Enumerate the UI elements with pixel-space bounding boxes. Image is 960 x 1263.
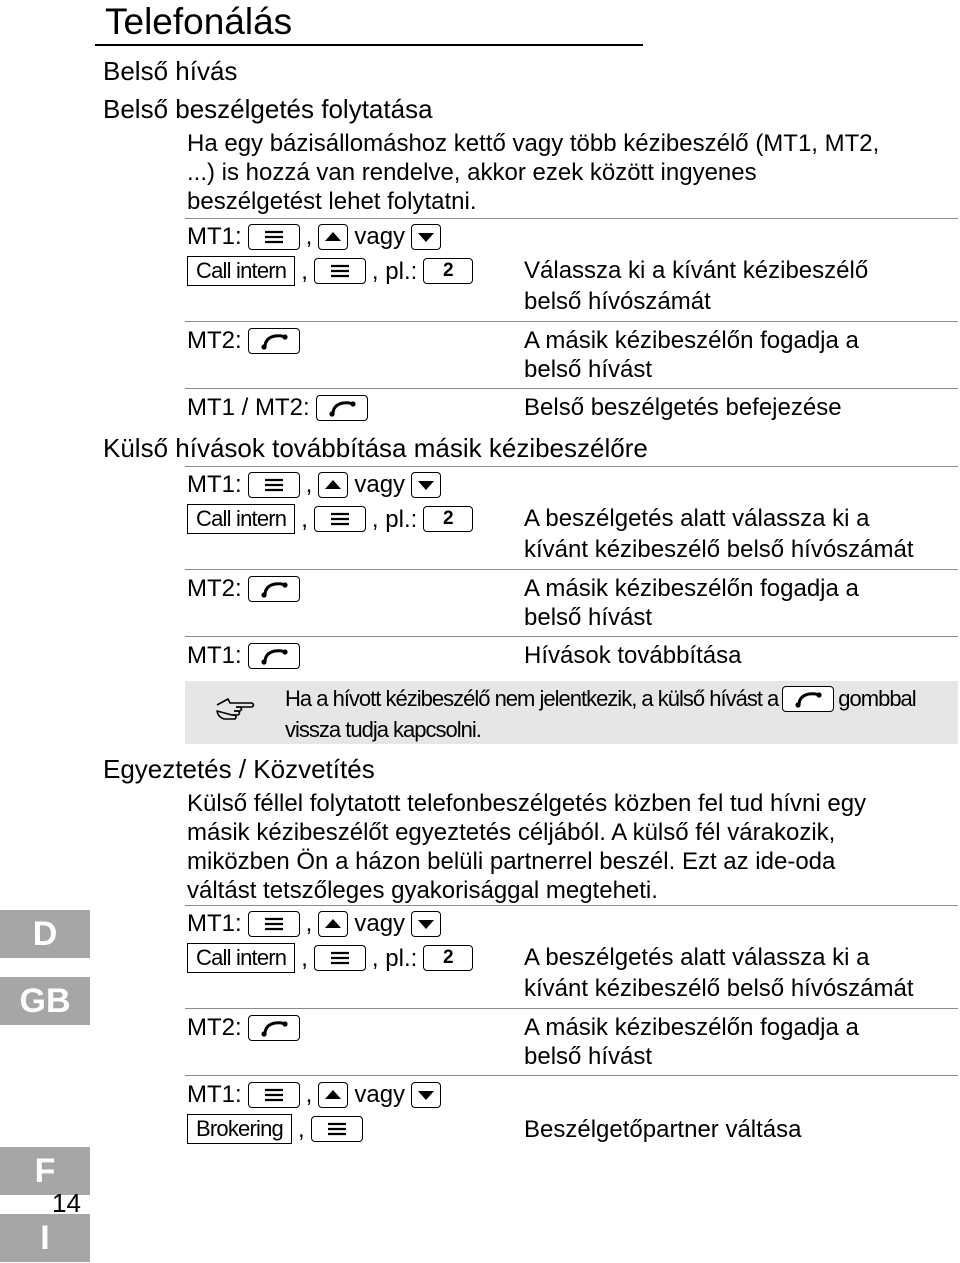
step-desc: kívánt kézibeszélő belső hívószámát [524,536,914,563]
digit-key: 2 [423,945,473,971]
softkey-call-intern: Call intern [187,256,295,286]
language-tab-i: I [0,1214,90,1262]
intro-line-2: ...) is hozzá van rendelve, akkor ezek között ingyenes [187,159,757,186]
menu-key-icon [314,945,366,971]
step-desc: Beszélgetőpartner váltása [524,1116,802,1143]
arrow-down-key-icon [411,224,441,250]
step-call-intern [187,943,473,973]
step-desc: A beszélgetés alatt válassza ki a [524,505,870,532]
arrow-down-key-icon [411,1082,441,1108]
step-mt1-select [187,470,441,499]
step-desc: belső hívást [524,356,653,383]
comma: , [297,1115,305,1143]
comma: , [305,471,313,498]
arrow-down-key-icon [411,472,441,498]
intro-line-3: beszélgetést lehet folytatni. [187,188,477,215]
step-desc: Válassza ki a kívánt kézibeszélő [524,257,869,284]
softkey-call-intern: Call intern [187,943,295,973]
step-prefix: MT1: [187,223,242,250]
arrow-up-key-icon [318,911,348,937]
step-mt2-answer [187,1013,300,1042]
divider [185,218,958,219]
step-transfer [187,641,300,670]
phone-key-icon [248,643,300,669]
step-desc: Hívások továbbítása [524,642,742,669]
comma: , [301,257,308,285]
menu-key-icon [248,911,300,937]
or-text: vagy [354,471,406,498]
step-prefix: MT1: [187,910,242,937]
divider [185,388,958,389]
comma: , [305,1081,313,1108]
intro-line-1: Ha egy bázisállomáshoz kettő vagy több kézibeszélő (MT1, MT2, [187,130,880,157]
divider [185,636,958,637]
step-prefix: MT1: [187,471,242,498]
pointing-hand-icon [214,695,258,725]
step-mt2-answer [187,574,300,603]
step-mt1-select [187,222,441,251]
step-desc: belső hívást [524,604,653,631]
eg-text: , pl.: [371,944,418,972]
eg-text: , pl.: [371,505,418,533]
phone-key-icon [782,686,834,712]
note-line-2: vissza tudja kapcsolni. [285,717,481,742]
divider [185,905,958,906]
digit-key: 2 [423,506,473,532]
step-prefix: MT1: [187,642,242,669]
intro-line-1: Külső féllel folytatott telefonbeszélgetés közben fel tud hívni egy [187,790,867,817]
note-line-1 [285,684,916,713]
comma: , [305,910,313,937]
note-text: Ha a hívott kézibeszélő nem jelentkezik, a külső hívást a [285,686,779,711]
section-heading-consultation: Egyeztetés / Közvetítés [103,754,375,784]
step-mt1-select [187,909,441,938]
title-underline [95,44,643,46]
comma: , [301,944,308,972]
step-call-intern [187,504,473,534]
subheading-internal-conversation: Belső beszélgetés folytatása [103,94,433,124]
step-call-intern [187,256,473,286]
arrow-up-key-icon [318,224,348,250]
arrow-up-key-icon [318,1082,348,1108]
step-prefix: MT2: [187,327,242,354]
intro-line-3: miközben Ön a házon belüli partnerrel beszél. Ezt az ide-oda [187,848,836,875]
divider [185,466,958,467]
step-desc: A másik kézibeszélőn fogadja a [524,575,859,602]
note-text: gombbal [838,686,916,711]
section-heading-transfer: Külső hívások továbbítása másik kézibeszélőre [103,433,648,463]
page-title: Telefonálás [105,1,293,42]
arrow-down-key-icon [411,911,441,937]
intro-line-4: váltást tetszőleges gyakorisággal megteheti. [187,877,658,904]
step-mt2-answer [187,326,300,355]
phone-key-icon [316,395,368,421]
step-prefix: MT2: [187,575,242,602]
or-text: vagy [354,910,406,937]
menu-key-icon [248,472,300,498]
menu-key-icon [248,1082,300,1108]
menu-key-icon [314,258,366,284]
step-end-call [187,393,368,422]
step-mt1-select-again [187,1080,441,1109]
intro-line-2: másik kézibeszélőt egyeztetés céljából. A külső fél várakozik, [187,819,836,846]
language-tab-f: F [0,1147,90,1195]
divider [185,1075,958,1076]
eg-text: , pl.: [371,257,418,285]
comma: , [305,223,313,250]
language-tab-gb: GB [0,977,90,1025]
step-prefix: MT1: [187,1081,242,1108]
phone-key-icon [248,576,300,602]
menu-key-icon [248,224,300,250]
softkey-call-intern: Call intern [187,504,295,534]
step-desc: A beszélgetés alatt válassza ki a [524,944,870,971]
comma: , [301,505,308,533]
language-tab-d: D [0,910,90,958]
step-desc: A másik kézibeszélőn fogadja a [524,327,859,354]
step-desc: kívánt kézibeszélő belső hívószámát [524,975,914,1002]
step-desc: A másik kézibeszélőn fogadja a [524,1014,859,1041]
step-prefix: MT1 / MT2: [187,394,310,421]
step-desc: belső hívószámát [524,288,711,315]
divider [185,1008,958,1009]
digit-key: 2 [423,258,473,284]
step-brokering [187,1114,363,1144]
menu-key-icon [311,1116,363,1142]
phone-key-icon [248,1015,300,1041]
divider [185,321,958,322]
or-text: vagy [354,223,406,250]
menu-key-icon [314,506,366,532]
step-desc: belső hívást [524,1043,653,1070]
phone-key-icon [248,328,300,354]
arrow-up-key-icon [318,472,348,498]
section-heading-internal-call: Belső hívás [103,56,238,86]
or-text: vagy [354,1081,406,1108]
step-prefix: MT2: [187,1014,242,1041]
page-number: 14 [52,1188,81,1218]
softkey-brokering: Brokering [187,1114,292,1144]
step-desc: Belső beszélgetés befejezése [524,394,842,421]
divider [185,569,958,570]
